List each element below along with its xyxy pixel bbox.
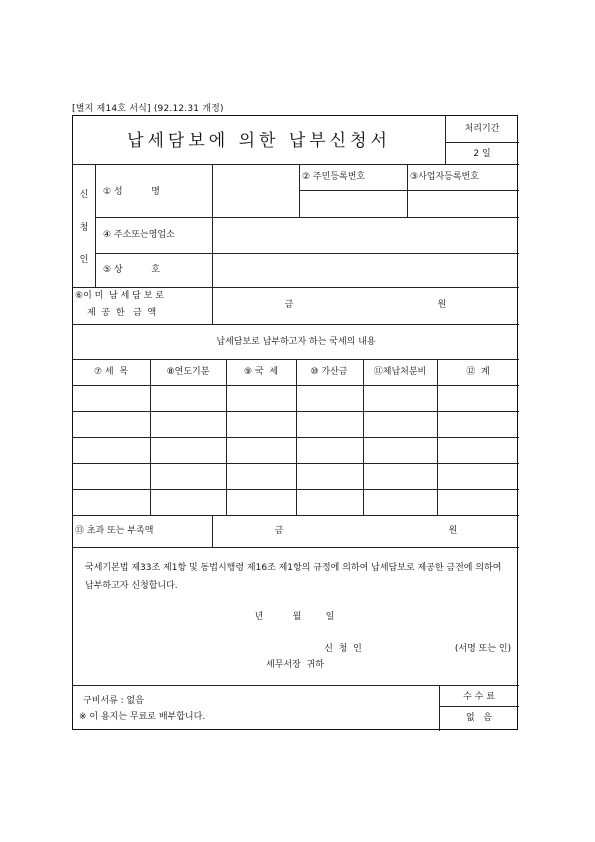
col-divider: [150, 359, 151, 515]
excess-amount-label: 금: [274, 526, 284, 536]
resident-number-label: ② 주민등록번호: [302, 172, 366, 182]
name-label: ① 성 명: [103, 187, 160, 197]
date-day: 일: [325, 612, 335, 622]
applicant-side-label-3: 인: [79, 255, 89, 265]
column-header-total: ⑫ 계: [466, 367, 490, 377]
applicant-side-label-1: 신: [79, 190, 89, 200]
col-divider: [407, 164, 408, 217]
signature-note: (서명 또는 인): [454, 644, 512, 654]
row-divider: [95, 217, 519, 218]
tax-section-title: 납세담보로 납부하고자 하는 국세의 내용: [216, 337, 376, 347]
col-divider: [299, 164, 300, 217]
fee-value: 없 음: [466, 713, 492, 723]
row-divider: [439, 706, 519, 707]
applicant-side-label-2: 청: [79, 223, 89, 233]
row-divider: [95, 253, 519, 254]
col-divider: [95, 164, 96, 287]
application-form: [72, 115, 518, 730]
row-divider: [73, 287, 519, 288]
row-divider: [73, 164, 519, 165]
recipient-line: 세무서장 귀하: [266, 660, 324, 670]
required-documents: 구비서류 : 없음: [83, 696, 144, 706]
collateral-label-line2: 제 공 한 금 액: [87, 308, 157, 318]
column-header-tax-item: ⑦ 세 목: [93, 367, 129, 377]
column-header-national-tax: ⑨ 국 세: [243, 367, 279, 377]
application-statement: 국세기본법 제33조 제1항 및 동법시행령 제16조 제1항의 규정에 의하여 납세담보로 제공한 금전에 의하여 납부하고자 신청합니다.: [85, 563, 502, 591]
processing-period-value: 2 일: [473, 149, 491, 159]
fee-label: 수 수 료: [463, 692, 495, 702]
row-divider: [73, 515, 519, 516]
col-divider: [437, 359, 438, 515]
col-divider: [226, 359, 227, 515]
col-divider: [296, 359, 297, 515]
row-divider: [73, 547, 519, 548]
col-divider: [212, 515, 213, 547]
date-year: 년: [254, 612, 264, 622]
collateral-amount-label: 금: [284, 300, 294, 310]
collateral-label-line1: ⑥이 미 남 세 담 보 로: [75, 291, 164, 301]
free-distribution-note: ※ 이 용지는 무료로 배부합니다.: [79, 712, 206, 722]
row-divider: [445, 142, 519, 143]
column-header-year: ⑧연도기분: [166, 367, 210, 377]
business-number-label: ③사업자등록번호: [410, 172, 479, 182]
excess-won-label: 원: [448, 526, 458, 536]
col-divider: [212, 287, 213, 324]
column-header-disposition-fee: ⑪체납처분비: [373, 367, 427, 377]
date-month: 월: [292, 612, 302, 622]
col-divider: [439, 685, 440, 731]
trade-name-label: ⑤ 상 호: [103, 265, 160, 275]
col-divider: [445, 116, 446, 164]
excess-shortage-label: ⑬ 초과 또는 부족액: [75, 526, 154, 536]
collateral-won-label: 원: [437, 300, 447, 310]
col-divider: [212, 164, 213, 287]
address-label: ④ 주소또는영업소: [103, 230, 175, 240]
row-divider: [299, 190, 519, 191]
form-title: 납세담보에 의한 납부신청서: [127, 131, 391, 151]
col-divider: [363, 359, 364, 515]
signature-applicant-label: 신 청 인: [324, 644, 362, 654]
processing-period-label: 처리기간: [464, 124, 500, 134]
column-header-surcharge: ⑩ 가산금: [310, 367, 348, 377]
row-divider: [73, 685, 519, 686]
form-number-header: [별지 제14호 서식] (92.12.31 개정): [72, 104, 224, 114]
row-divider: [73, 324, 519, 325]
